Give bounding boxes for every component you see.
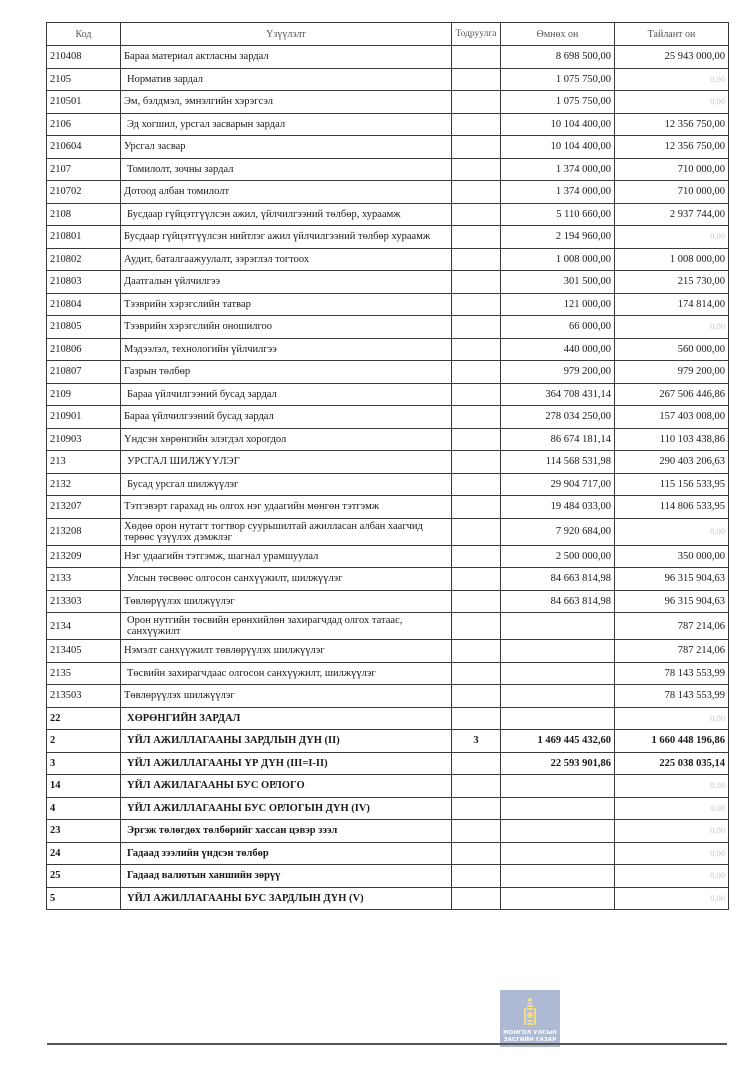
row-prev-year-value <box>501 797 615 820</box>
row-prev-year-value <box>501 820 615 843</box>
row-prev-year-value <box>501 775 615 798</box>
row-code: 213207 <box>47 496 121 519</box>
financial-report-table <box>46 22 729 910</box>
row-prev-year-value: 86 674 181,14 <box>501 428 615 451</box>
row-prev-year-value <box>501 887 615 910</box>
row-prev-year-value: 29 904 717,00 <box>501 473 615 496</box>
row-name: Даатгалын үйлчилгээ <box>121 271 452 294</box>
table-row <box>47 113 729 136</box>
row-note <box>452 316 501 339</box>
row-prev-year-value: 121 000,00 <box>501 293 615 316</box>
table-row <box>47 406 729 429</box>
row-name: Тээврийн хэрэгслийн оношилгоо <box>121 316 452 339</box>
row-current-year-value: 225 038 035,14 <box>615 752 729 775</box>
row-note <box>452 662 501 685</box>
row-current-year-value: 979 200,00 <box>615 361 729 384</box>
table-row <box>47 568 729 591</box>
row-current-year-value: 12 356 750,00 <box>615 113 729 136</box>
table-row <box>47 203 729 226</box>
table-row <box>47 662 729 685</box>
row-current-year-value: 96 315 904,63 <box>615 590 729 613</box>
row-current-year-value: 0,00 <box>615 518 729 545</box>
row-prev-year-value <box>501 842 615 865</box>
row-note: 3 <box>452 730 501 753</box>
table-row <box>47 640 729 663</box>
logo-text-line2: ЗАСГИЙН ГАЗАР <box>503 1037 557 1043</box>
row-name: ҮЙЛ АЖИЛЛАГААНЫ БУС ЗАРДЛЫН ДҮН (V) <box>121 887 452 910</box>
row-prev-year-value <box>501 640 615 663</box>
row-current-year-value: 0,00 <box>615 707 729 730</box>
row-name: ҮЙЛ АЖИЛЛАГААНЫ ЗАРДЛЫН ДҮН (II) <box>121 730 452 753</box>
table-row <box>47 865 729 888</box>
row-note <box>452 473 501 496</box>
row-current-year-value: 110 103 438,86 <box>615 428 729 451</box>
row-current-year-value: 78 143 553,99 <box>615 685 729 708</box>
row-code: 5 <box>47 887 121 910</box>
table-row <box>47 271 729 294</box>
table-row <box>47 383 729 406</box>
row-current-year-value: 267 506 446,86 <box>615 383 729 406</box>
row-prev-year-value <box>501 685 615 708</box>
row-code: 213303 <box>47 590 121 613</box>
row-code: 213503 <box>47 685 121 708</box>
row-code: 2105 <box>47 68 121 91</box>
row-name: Төвлөрүүлэх шилжүүлэг <box>121 590 452 613</box>
row-prev-year-value: 84 663 814,98 <box>501 568 615 591</box>
table-row <box>47 752 729 775</box>
row-current-year-value: 12 356 750,00 <box>615 136 729 159</box>
row-note <box>452 428 501 451</box>
table-row <box>47 338 729 361</box>
row-prev-year-value: 979 200,00 <box>501 361 615 384</box>
mongolia-soyombo-emblem-icon <box>523 997 537 1027</box>
row-name: Бараа үйлчилгээний бусад зардал <box>121 383 452 406</box>
row-note <box>452 613 501 640</box>
table-row <box>47 797 729 820</box>
row-code: 210803 <box>47 271 121 294</box>
row-note <box>452 406 501 429</box>
row-name: Газрын төлбөр <box>121 361 452 384</box>
row-current-year-value: 96 315 904,63 <box>615 568 729 591</box>
row-name: Эд хогшил, урсгал засварын зардал <box>121 113 452 136</box>
table-row <box>47 68 729 91</box>
row-code: 24 <box>47 842 121 865</box>
row-current-year-value: 2 937 744,00 <box>615 203 729 226</box>
footer-divider <box>47 1043 727 1045</box>
row-current-year-value: 215 730,00 <box>615 271 729 294</box>
row-prev-year-value: 1 374 000,00 <box>501 158 615 181</box>
table-row <box>47 136 729 159</box>
row-prev-year-value <box>501 613 615 640</box>
row-prev-year-value: 1 008 000,00 <box>501 248 615 271</box>
header-prev-year: Өмнөх он <box>501 23 615 46</box>
table-body <box>47 46 729 910</box>
row-prev-year-value: 8 698 500,00 <box>501 46 615 69</box>
table-row <box>47 226 729 249</box>
row-prev-year-value: 10 104 400,00 <box>501 136 615 159</box>
row-prev-year-value <box>501 865 615 888</box>
row-current-year-value: 0,00 <box>615 797 729 820</box>
row-current-year-value: 1 660 448 196,86 <box>615 730 729 753</box>
row-note <box>452 136 501 159</box>
row-prev-year-value: 440 000,00 <box>501 338 615 361</box>
table-row <box>47 518 729 545</box>
row-note <box>452 707 501 730</box>
table-row <box>47 361 729 384</box>
row-note <box>452 865 501 888</box>
row-prev-year-value: 1 075 750,00 <box>501 91 615 114</box>
table-row <box>47 248 729 271</box>
row-name: Томилолт, зочны зардал <box>121 158 452 181</box>
row-name: Эм, бэлдмэл, эмнэлгийн хэрэгсэл <box>121 91 452 114</box>
row-current-year-value: 0,00 <box>615 865 729 888</box>
table-row <box>47 887 729 910</box>
table-row <box>47 707 729 730</box>
row-code: 4 <box>47 797 121 820</box>
row-prev-year-value: 1 469 445 432,60 <box>501 730 615 753</box>
row-note <box>452 820 501 843</box>
row-note <box>452 113 501 136</box>
row-note <box>452 518 501 545</box>
row-note <box>452 568 501 591</box>
row-note <box>452 887 501 910</box>
row-code: 213 <box>47 451 121 474</box>
row-name: Үндсэн хөрөнгийн элэгдэл хорогдол <box>121 428 452 451</box>
row-current-year-value: 0,00 <box>615 842 729 865</box>
table-row <box>47 473 729 496</box>
row-note <box>452 797 501 820</box>
row-current-year-value: 0,00 <box>615 316 729 339</box>
row-code: 210604 <box>47 136 121 159</box>
row-name: Нэмэлт санхүүжилт төвлөрүүлэх шилжүүлэг <box>121 640 452 663</box>
row-name: Бусдаар гүйцэтгүүлсэн нийтлэг ажил үйлчилгээний төлбөр хураамж <box>121 226 452 249</box>
row-name: ҮЙЛ АЖИЛЛАГААНЫ БУС ОРЛОГЫН ДҮН (IV) <box>121 797 452 820</box>
row-prev-year-value: 1 075 750,00 <box>501 68 615 91</box>
row-note <box>452 293 501 316</box>
row-note <box>452 338 501 361</box>
row-name: Аудит, баталгаажуулалт, зэрэглэл тогтоох <box>121 248 452 271</box>
row-code: 2135 <box>47 662 121 685</box>
row-name: Орон нутгийн төсвийн ерөнхийлөн захирагчдад олгох татаас, санхүүжилт <box>121 613 452 640</box>
row-name: Улсын төсвөөс олгосон санхүүжилт, шилжүүлэг <box>121 568 452 591</box>
row-prev-year-value: 22 593 901,86 <box>501 752 615 775</box>
table-row <box>47 316 729 339</box>
row-name: Бараа үйлчилгээний бусад зардал <box>121 406 452 429</box>
row-code: 2109 <box>47 383 121 406</box>
table-row <box>47 451 729 474</box>
row-code: 210802 <box>47 248 121 271</box>
row-prev-year-value: 7 920 684,00 <box>501 518 615 545</box>
row-current-year-value: 115 156 533,95 <box>615 473 729 496</box>
row-note <box>452 451 501 474</box>
row-current-year-value: 25 943 000,00 <box>615 46 729 69</box>
row-code: 25 <box>47 865 121 888</box>
row-prev-year-value: 301 500,00 <box>501 271 615 294</box>
row-current-year-value: 78 143 553,99 <box>615 662 729 685</box>
row-note <box>452 496 501 519</box>
row-code: 213209 <box>47 545 121 568</box>
row-code: 2 <box>47 730 121 753</box>
row-note <box>452 271 501 294</box>
row-code: 210805 <box>47 316 121 339</box>
table-row <box>47 158 729 181</box>
row-current-year-value: 710 000,00 <box>615 181 729 204</box>
row-code: 2108 <box>47 203 121 226</box>
table-row <box>47 181 729 204</box>
header-code: Код <box>47 23 121 46</box>
row-note <box>452 842 501 865</box>
row-code: 22 <box>47 707 121 730</box>
header-note: Тодруулга <box>452 23 501 46</box>
row-code: 213208 <box>47 518 121 545</box>
row-current-year-value: 350 000,00 <box>615 545 729 568</box>
row-name: Мэдээлэл, технологийн үйлчилгээ <box>121 338 452 361</box>
row-note <box>452 203 501 226</box>
row-note <box>452 640 501 663</box>
table-row <box>47 545 729 568</box>
table-row <box>47 590 729 613</box>
row-code: 210806 <box>47 338 121 361</box>
row-name: ХӨРӨНГИЙН ЗАРДАЛ <box>121 707 452 730</box>
row-name: ҮЙЛ АЖИЛЛАГААНЫ ҮР ДҮН (III=I-II) <box>121 752 452 775</box>
row-note <box>452 590 501 613</box>
row-prev-year-value: 5 110 660,00 <box>501 203 615 226</box>
row-current-year-value: 0,00 <box>615 775 729 798</box>
row-prev-year-value <box>501 662 615 685</box>
row-name: Бусдаар гүйцэтгүүлсэн ажил, үйлчилгээний төлбөр, хураамж <box>121 203 452 226</box>
row-current-year-value: 710 000,00 <box>615 158 729 181</box>
table-row <box>47 775 729 798</box>
table-row <box>47 91 729 114</box>
row-note <box>452 91 501 114</box>
row-prev-year-value: 364 708 431,14 <box>501 383 615 406</box>
header-name: Үзүүлэлт <box>121 23 452 46</box>
row-name: Урсгал засвар <box>121 136 452 159</box>
table-row <box>47 46 729 69</box>
row-note <box>452 361 501 384</box>
row-code: 210804 <box>47 293 121 316</box>
table-row <box>47 293 729 316</box>
row-prev-year-value: 66 000,00 <box>501 316 615 339</box>
row-name: Тэтгэвэрт гарахад нь олгох нэг удаагийн мөнгөн тэтгэмж <box>121 496 452 519</box>
row-code: 210801 <box>47 226 121 249</box>
row-name: УРСГАЛ ШИЛЖҮҮЛЭГ <box>121 451 452 474</box>
row-code: 210901 <box>47 406 121 429</box>
table-row <box>47 730 729 753</box>
row-prev-year-value: 84 663 814,98 <box>501 590 615 613</box>
row-current-year-value: 0,00 <box>615 68 729 91</box>
row-code: 210702 <box>47 181 121 204</box>
row-code: 2134 <box>47 613 121 640</box>
government-logo <box>500 990 560 1047</box>
row-code: 2107 <box>47 158 121 181</box>
row-note <box>452 181 501 204</box>
table-row <box>47 613 729 640</box>
row-note <box>452 68 501 91</box>
row-current-year-value: 0,00 <box>615 887 729 910</box>
row-name: ҮЙЛ АЖИЛАГААНЫ БУС ОРЛОГО <box>121 775 452 798</box>
table-header-row <box>47 23 729 46</box>
row-code: 210501 <box>47 91 121 114</box>
row-code: 14 <box>47 775 121 798</box>
row-current-year-value: 157 403 008,00 <box>615 406 729 429</box>
row-note <box>452 383 501 406</box>
row-name: Дотоод албан томилолт <box>121 181 452 204</box>
table-row <box>47 842 729 865</box>
row-prev-year-value: 19 484 033,00 <box>501 496 615 519</box>
row-name: Тээврийн хэрэгслийн татвар <box>121 293 452 316</box>
row-name: Бараа материал актласны зардал <box>121 46 452 69</box>
row-code: 2132 <box>47 473 121 496</box>
row-note <box>452 752 501 775</box>
row-current-year-value: 174 814,00 <box>615 293 729 316</box>
row-note <box>452 775 501 798</box>
row-name: Бусад урсгал шилжүүлэг <box>121 473 452 496</box>
row-current-year-value: 787 214,06 <box>615 613 729 640</box>
row-current-year-value: 114 806 533,95 <box>615 496 729 519</box>
row-code: 213405 <box>47 640 121 663</box>
row-name: Төвлөрүүлэх шилжүүлэг <box>121 685 452 708</box>
row-prev-year-value: 278 034 250,00 <box>501 406 615 429</box>
table-row <box>47 428 729 451</box>
row-code: 210903 <box>47 428 121 451</box>
row-code: 210408 <box>47 46 121 69</box>
table-row <box>47 685 729 708</box>
row-prev-year-value: 10 104 400,00 <box>501 113 615 136</box>
row-name: Гадаад зээлийн үндсэн төлбөр <box>121 842 452 865</box>
row-name: Хөдөө орон нутагт тогтвор суурьшилтай ажилласан албан хаагчид төрөөс үзүүлэх дэмжлэг <box>121 518 452 545</box>
row-prev-year-value: 114 568 531,98 <box>501 451 615 474</box>
logo-text-line1: МОНГОЛ УЛСЫН <box>503 1030 557 1036</box>
row-code: 23 <box>47 820 121 843</box>
row-code: 210807 <box>47 361 121 384</box>
row-prev-year-value: 2 194 960,00 <box>501 226 615 249</box>
row-current-year-value: 290 403 206,63 <box>615 451 729 474</box>
row-current-year-value: 0,00 <box>615 91 729 114</box>
row-name: Төсвийн захирагчдаас олгосон санхүүжилт, шилжүүлэг <box>121 662 452 685</box>
row-code: 3 <box>47 752 121 775</box>
row-note <box>452 158 501 181</box>
row-current-year-value: 1 008 000,00 <box>615 248 729 271</box>
row-current-year-value: 0,00 <box>615 820 729 843</box>
row-name: Эргэж төлөгдөх төлбөрийг хассан цэвэр зээл <box>121 820 452 843</box>
row-name: Нэг удаагийн тэтгэмж, шагнал урамшуулал <box>121 545 452 568</box>
row-name: Гадаад валютын ханшийн зөрүү <box>121 865 452 888</box>
row-current-year-value: 787 214,06 <box>615 640 729 663</box>
row-current-year-value: 560 000,00 <box>615 338 729 361</box>
row-note <box>452 248 501 271</box>
row-code: 2106 <box>47 113 121 136</box>
row-current-year-value: 0,00 <box>615 226 729 249</box>
table-row <box>47 496 729 519</box>
header-current-year: Тайлант он <box>615 23 729 46</box>
row-note <box>452 226 501 249</box>
row-code: 2133 <box>47 568 121 591</box>
row-note <box>452 545 501 568</box>
row-prev-year-value <box>501 707 615 730</box>
row-prev-year-value: 1 374 000,00 <box>501 181 615 204</box>
row-note <box>452 46 501 69</box>
row-prev-year-value: 2 500 000,00 <box>501 545 615 568</box>
table-row <box>47 820 729 843</box>
row-note <box>452 685 501 708</box>
row-name: Норматив зардал <box>121 68 452 91</box>
